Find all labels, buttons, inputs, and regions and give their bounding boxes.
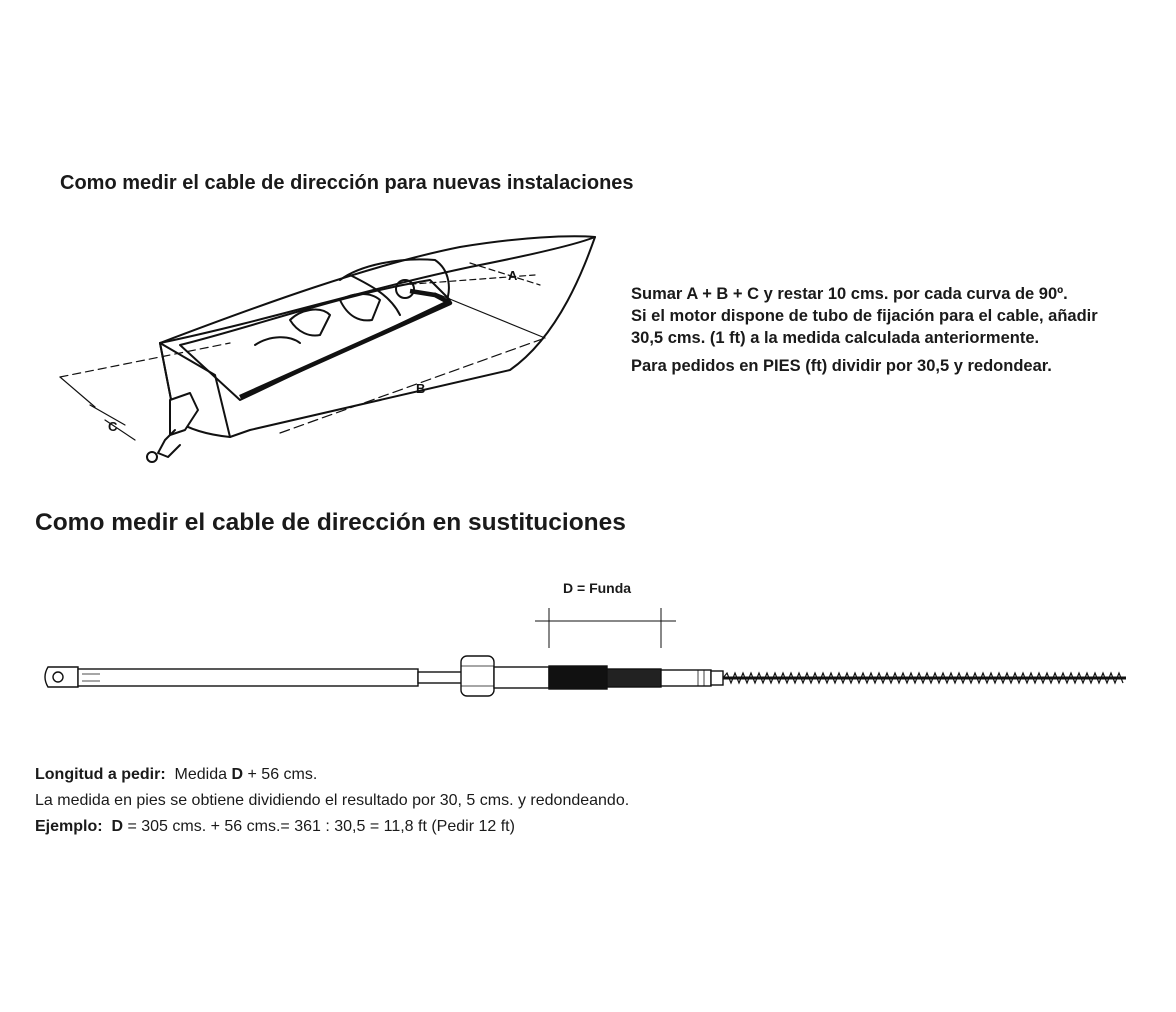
instruction-line-4: Para pedidos en PIES (ft) dividir por 30,5 y redondear. xyxy=(631,357,1052,375)
instruction-line-1: Sumar A + B + C y restar 10 cms. por cada curva de 90º. xyxy=(631,285,1068,303)
instruction-line-2: Si el motor dispone de tubo de fijación para el cable, añadir xyxy=(631,307,1098,325)
order-feet-line: La medida en pies se obtiene dividiendo el resultado por 30, 5 cms. y redondeando. xyxy=(35,792,630,809)
steering-cable-diagram xyxy=(0,570,1176,710)
order-example-label: Ejemplo: xyxy=(35,818,103,835)
order-info xyxy=(35,762,629,840)
order-length-label: Longitud a pedir: xyxy=(35,766,166,783)
section-title-replacements: Como medir el cable de dirección en sustituciones xyxy=(35,509,626,536)
boat-measurement-diagram xyxy=(40,225,610,480)
label-c: C xyxy=(108,419,118,434)
label-a: A xyxy=(508,268,518,283)
order-example-text: = 305 cms. + 56 cms.= 361 : 30,5 = 11,8 ft (Pedir 12 ft) xyxy=(127,818,515,835)
order-length-line xyxy=(35,762,629,788)
order-example-d: D xyxy=(111,818,124,835)
d-funda-label: D = Funda xyxy=(563,580,632,596)
section-title-new-installations: Como medir el cable de dirección para nuevas instalaciones xyxy=(60,172,634,194)
measurement-instructions xyxy=(631,283,1171,377)
label-b: B xyxy=(416,381,426,396)
order-example-line xyxy=(35,814,629,840)
instruction-line-3: 30,5 cms. (1 ft) a la medida calculada anteriormente. xyxy=(631,329,1040,347)
order-length-prefix: Medida xyxy=(174,766,228,783)
order-length-suffix: + 56 cms. xyxy=(247,766,318,783)
order-length-d: D xyxy=(231,766,244,783)
